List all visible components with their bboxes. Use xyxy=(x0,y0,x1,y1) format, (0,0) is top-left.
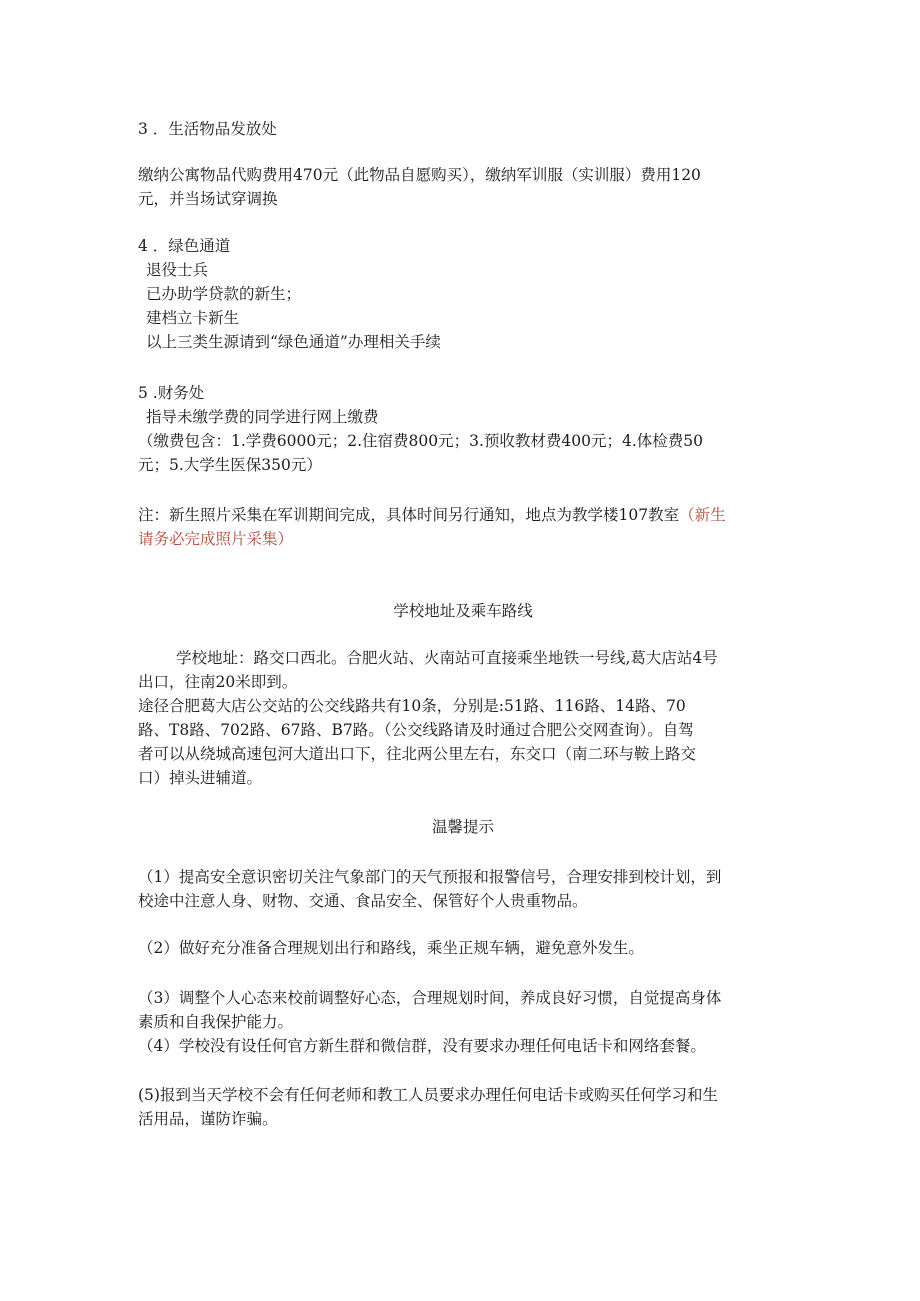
address-line-1: 学校地址：路交口西北。合肥火站、火南站可直接乘坐地铁一号线,葛大店站4号 xyxy=(176,649,718,667)
section-4-item-1: 退役士兵 xyxy=(146,261,209,279)
tip-4-line: （4）学校没有设任何官方新生群和微信群，没有要求办理任何电话卡和网络套餐。 xyxy=(138,1037,706,1055)
address-body xyxy=(138,646,788,790)
address-line-5: 者可以从绕城高速包河大道出口下，往北两公里左右，东交口（南二环与鞍上路交 xyxy=(138,745,697,763)
section-5-line-1: 指导未缴学费的同学进行网上缴费 xyxy=(146,408,379,426)
photo-note-red-2: 请务必完成照片采集） xyxy=(138,530,294,548)
tips-title: 温馨提示 xyxy=(431,818,494,836)
address-title: 学校地址及乘车路线 xyxy=(393,602,533,620)
section-3-heading xyxy=(138,117,788,141)
section-5-fee-line-1: （缴费包含：1.学费6000元；2.住宿费800元；3.预收教材费400元；4.体检费50 xyxy=(138,432,703,450)
section-5 xyxy=(138,381,788,477)
section-4-item-2: 已办助学贷款的新生； xyxy=(146,285,302,303)
address-line-6: 口）掉头进辅道。 xyxy=(138,769,263,787)
section-3-heading-text: 3 ．生活物品发放处 xyxy=(138,120,277,138)
tip-3-line-2: 素质和自我保护能力。 xyxy=(138,1013,294,1031)
tip-5 xyxy=(138,1083,788,1131)
address-line-4: 路、T8路、702路、67路、B7路。（公交线路请及时通过合肥公交网查询）。自驾 xyxy=(138,721,694,739)
section-4-item-4: 以上三类生源请到“绿色通道”办理相关手续 xyxy=(146,333,441,351)
tip-2 xyxy=(138,936,788,960)
tip-5-line-1: (5)报到当天学校不会有任何老师和教工人员要求办理任何电话卡或购买任何学习和生 xyxy=(138,1086,718,1104)
section-4-item-3: 建档立卡新生 xyxy=(146,309,240,327)
photo-note-red-1: （新生 xyxy=(679,506,726,524)
tip-2-line: （2）做好充分准备合理规划出行和路线，乘坐正规车辆，避免意外发生。 xyxy=(138,939,644,957)
address-line-3: 途径合肥葛大店公交站的公交线路共有10条，分别是:51路、116路、14路、70 xyxy=(138,697,686,715)
address-line-2: 出口，往南20米即到。 xyxy=(138,673,298,691)
section-5-heading: 5 .财务处 xyxy=(138,384,205,402)
section-5-fee-line-2: 元；5.大学生医保350元） xyxy=(138,456,322,474)
section-3-line-2: 元，并当场试穿调换 xyxy=(138,190,278,208)
section-4 xyxy=(138,234,788,354)
photo-note-line-1 xyxy=(138,503,788,527)
tip-1 xyxy=(138,865,788,913)
photo-note xyxy=(138,503,788,551)
tip-3-line-1: （3）调整个人心态来校前调整好心态，合理规划时间，养成良好习惯，自觉提高身体 xyxy=(138,989,722,1007)
tip-1-line-2: 校途中注意人身、财物、交通、食品安全、保管好个人贵重物品。 xyxy=(138,892,588,910)
tip-3 xyxy=(138,986,788,1058)
tip-5-line-2: 活用品，谨防诈骗。 xyxy=(138,1110,278,1128)
tip-1-line-1: （1）提高安全意识密切关注气象部门的天气预报和报警信号，合理安排到校计划，到 xyxy=(138,868,722,886)
section-3-body xyxy=(138,163,788,211)
section-3-line-1: 缴纳公寓物品代购费用470元（此物品自愿购买），缴纳军训服（实训服）费用120 xyxy=(138,166,701,184)
section-4-heading: 4 ．绿色通道 xyxy=(138,237,231,255)
photo-note-text: 注：新生照片采集在军训期间完成，具体时间另行通知，地点为教学楼107教室 xyxy=(138,506,680,524)
